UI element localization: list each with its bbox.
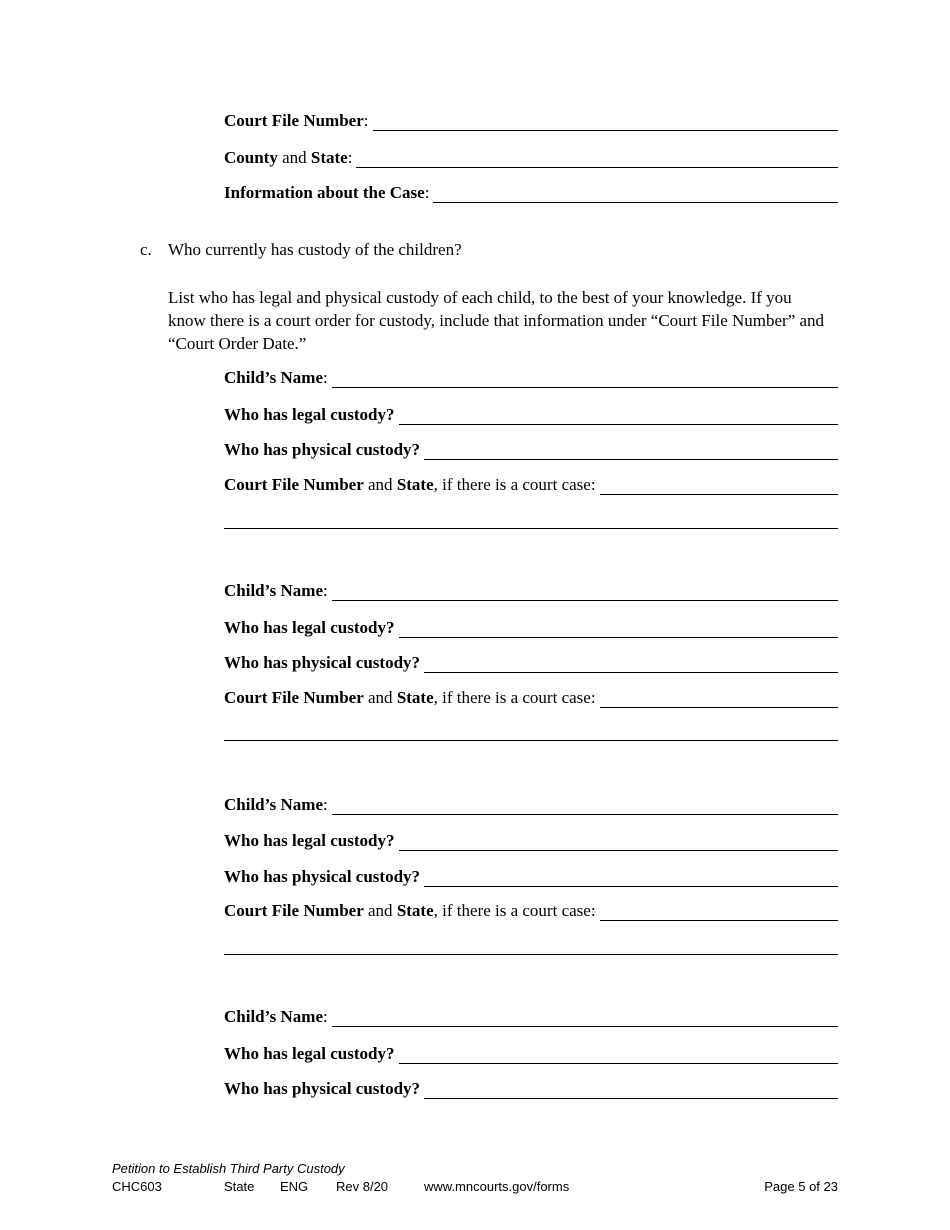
footer-form-title: Petition to Establish Third Party Custody: [112, 1161, 345, 1176]
county-label: County: [224, 148, 278, 167]
child-2-physical-field[interactable]: [224, 653, 838, 673]
court-file-number-label: Court File Number: [224, 475, 364, 494]
child-2-legal-input[interactable]: [399, 622, 839, 638]
child-3-name-input[interactable]: [332, 799, 838, 815]
child-3-physical-field[interactable]: [224, 867, 838, 887]
child-4-legal-field[interactable]: [224, 1044, 838, 1064]
case-info-label: Information about the Case: [224, 183, 425, 202]
county-state-field[interactable]: County and State :: [224, 148, 838, 168]
child-3-legal-field[interactable]: [224, 831, 838, 851]
state-label: State: [396, 475, 434, 494]
child-2-court-file-field[interactable]: Court File Number and State , if there is a court case:: [224, 688, 838, 708]
child-3-court-file-field[interactable]: Court File Number and State , if there is a court case:: [224, 901, 838, 921]
physical-custody-label: Who has physical custody?: [224, 1079, 421, 1098]
custody-instructions: List who has legal and physical custody of each child, to the best of your knowledge. If you know there is a court order for custody, include that information under “Court File Number” and “Court Order Date.”: [168, 288, 825, 353]
county-state-input[interactable]: [356, 152, 838, 168]
child-2-court-file-input[interactable]: [600, 692, 838, 708]
child-1-physical-input[interactable]: [424, 444, 838, 460]
child-2-physical-input[interactable]: [424, 657, 838, 673]
state-label: State: [310, 148, 348, 167]
legal-custody-label: Who has legal custody?: [224, 1044, 395, 1063]
legal-custody-label: Who has legal custody?: [224, 831, 395, 850]
child-2-name-input[interactable]: [332, 585, 838, 601]
court-file-number-label: Court File Number: [224, 688, 364, 707]
legal-custody-label: Who has legal custody?: [224, 405, 395, 424]
case-info-field[interactable]: Information about the Case :: [224, 183, 838, 203]
child-1-court-file-field[interactable]: Court File Number and State , if there is a court case:: [224, 475, 838, 495]
footer-revision: Rev 8/20: [336, 1179, 389, 1194]
physical-custody-label: Who has physical custody?: [224, 653, 421, 672]
child-3-physical-input[interactable]: [424, 871, 838, 887]
child-3-name-field[interactable]: Child’s Name :: [224, 795, 838, 815]
child-3-legal-input[interactable]: [399, 835, 839, 851]
case-info-input[interactable]: [433, 187, 838, 203]
footer-page-number: Page 5 of 23: [764, 1179, 838, 1194]
section-c-question: [140, 240, 462, 260]
child-4-name-input[interactable]: [332, 1011, 838, 1027]
footer-jurisdiction: State: [224, 1179, 255, 1194]
child-4-physical-input[interactable]: [424, 1083, 838, 1099]
state-label: State: [396, 688, 434, 707]
child-2-legal-field[interactable]: [224, 618, 838, 638]
child-1-name-field[interactable]: Child’s Name :: [224, 368, 838, 388]
child-1-court-file-input[interactable]: [600, 479, 838, 495]
child-2-name-field[interactable]: Child’s Name :: [224, 581, 838, 601]
child-3-court-file-input[interactable]: [600, 905, 838, 921]
child-4-name-field[interactable]: Child’s Name :: [224, 1007, 838, 1027]
court-file-number-label: Court File Number: [224, 111, 364, 130]
childs-name-label: Child’s Name: [224, 581, 324, 600]
child-2-extra-line[interactable]: [224, 740, 838, 741]
court-file-number-field[interactable]: Court File Number :: [224, 111, 838, 131]
child-4-legal-input[interactable]: [399, 1048, 839, 1064]
child-1-name-input[interactable]: [332, 372, 838, 388]
child-1-legal-field[interactable]: [224, 405, 838, 425]
footer-form-code: CHC603: [112, 1179, 162, 1194]
child-1-physical-field[interactable]: [224, 440, 838, 460]
court-file-number-label: Court File Number: [224, 901, 364, 920]
legal-custody-label: Who has legal custody?: [224, 618, 395, 637]
child-1-legal-input[interactable]: [399, 409, 839, 425]
state-label: State: [396, 901, 434, 920]
child-4-physical-field[interactable]: [224, 1079, 838, 1099]
childs-name-label: Child’s Name: [224, 368, 324, 387]
section-c-marker: c.: [140, 240, 152, 259]
child-3-extra-line[interactable]: [224, 954, 838, 955]
physical-custody-label: Who has physical custody?: [224, 867, 421, 886]
court-file-number-input[interactable]: [373, 115, 839, 131]
child-1-extra-line[interactable]: [224, 528, 838, 529]
childs-name-label: Child’s Name: [224, 795, 324, 814]
footer-language: ENG: [280, 1179, 309, 1194]
footer-website-link[interactable]: www.mncourts.gov/forms: [424, 1179, 570, 1194]
custody-question: Who currently has custody of the children?: [168, 240, 462, 259]
childs-name-label: Child’s Name: [224, 1007, 324, 1026]
physical-custody-label: Who has physical custody?: [224, 440, 421, 459]
